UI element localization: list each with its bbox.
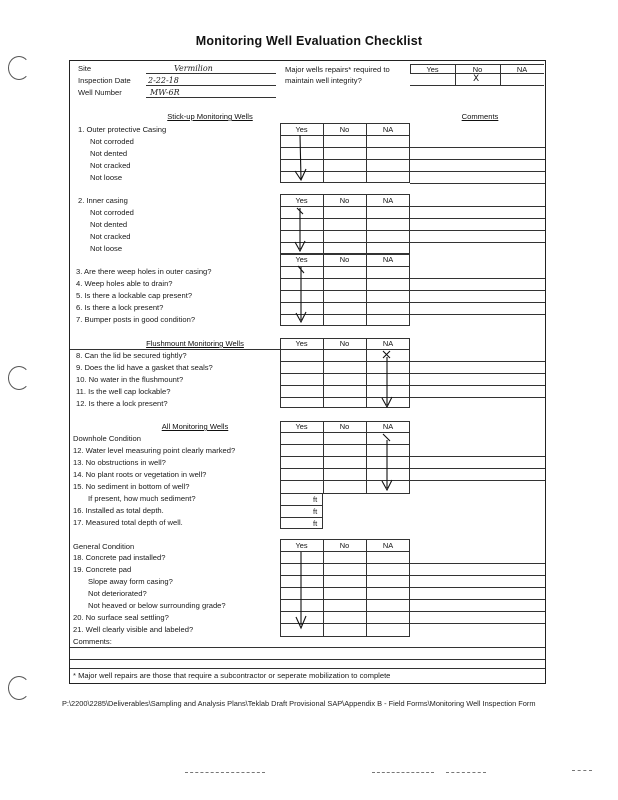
checklist-item: Not loose xyxy=(90,173,123,182)
repairs-yes: Yes xyxy=(426,65,439,74)
checklist-item: 9. Does the lid have a gasket that seals? xyxy=(76,363,213,372)
check-arrow-mark xyxy=(292,549,310,631)
yes-header: Yes xyxy=(295,422,308,431)
na-header: NA xyxy=(382,125,394,134)
well-number-value: MW-6R xyxy=(150,88,180,97)
repairs-na: NA xyxy=(516,65,528,74)
checklist-item: 19. Concrete pad xyxy=(73,565,132,574)
na-header: NA xyxy=(382,196,394,205)
punch-hole xyxy=(8,366,30,390)
checklist-item: 6. Is there a lock present? xyxy=(76,303,164,312)
site-label: Site xyxy=(78,64,92,73)
no-header: No xyxy=(339,255,350,264)
inspection-date-label: Inspection Date xyxy=(78,76,131,85)
checklist-item: 4. Weep holes able to drain? xyxy=(76,279,173,288)
check-arrow-mark xyxy=(378,348,396,410)
checklist-item: 15. No sediment in bottom of well? xyxy=(73,482,190,491)
repairs-answer-mark: X xyxy=(473,74,480,84)
comments-heading: Comments xyxy=(461,112,499,121)
checklist-item: 11. Is the well cap lockable? xyxy=(76,387,171,396)
inner-casing-label: 2. Inner casing xyxy=(78,196,128,205)
checklist-item: Not loose xyxy=(90,244,123,253)
na-header: NA xyxy=(382,422,394,431)
check-arrow-mark xyxy=(292,133,308,183)
checklist-item: 5. Is there a lockable cap present? xyxy=(76,291,193,300)
checklist-item: 10. No water in the flushmount? xyxy=(76,375,184,384)
checklist-item: 8. Can the lid be secured tightly? xyxy=(76,351,187,360)
no-header: No xyxy=(339,541,350,550)
checklist-item: Not corroded xyxy=(90,208,134,217)
check-arrow-mark xyxy=(292,263,310,325)
well-number-label: Well Number xyxy=(78,88,122,97)
no-header: No xyxy=(339,125,350,134)
date-value: 2-22-18 xyxy=(148,76,179,85)
site-value: Vermilion xyxy=(174,64,213,73)
checklist-form xyxy=(69,60,546,684)
repairs-no: No xyxy=(472,65,483,74)
footnote: * Major well repairs are those that require a subcontractor or seperate mobilization to complete xyxy=(73,671,391,680)
checklist-item: Not deteriorated? xyxy=(88,589,147,598)
checklist-item: Not corroded xyxy=(90,137,134,146)
check-arrow-mark xyxy=(378,431,396,493)
checklist-item: 14. No plant roots or vegetation in well? xyxy=(73,470,207,479)
all-wells-heading: All Monitoring Wells xyxy=(161,422,229,431)
yes-header: Yes xyxy=(295,541,308,550)
no-header: No xyxy=(339,339,350,348)
checklist-item: Not cracked xyxy=(90,161,131,170)
checklist-item: Not heaved or below surrounding grade? xyxy=(88,601,226,610)
flushmount-heading: Flushmount Monitoring Wells xyxy=(146,339,244,348)
checklist-item: Not dented xyxy=(90,149,128,158)
no-header: No xyxy=(339,422,350,431)
general-condition-label: General Condition xyxy=(73,542,135,551)
checklist-item: 12. Is there a lock present? xyxy=(76,399,168,408)
yes-header: Yes xyxy=(295,125,308,134)
checklist-item: If present, how much sediment? xyxy=(88,494,196,503)
na-header: NA xyxy=(382,255,394,264)
unit-ft: ft xyxy=(313,519,318,528)
na-header: NA xyxy=(382,541,394,550)
downhole-condition-label: Downhole Condition xyxy=(73,434,141,443)
stickup-heading: Stick-up Monitoring Wells xyxy=(167,112,253,121)
yes-header: Yes xyxy=(295,255,308,264)
page-title: Monitoring Well Evaluation Checklist xyxy=(195,34,423,48)
no-header: No xyxy=(339,196,350,205)
outer-casing-label: 1. Outer protective Casing xyxy=(78,125,167,134)
checklist-item: Slope away form casing? xyxy=(88,577,173,586)
na-header: NA xyxy=(382,339,394,348)
yes-header: Yes xyxy=(295,339,308,348)
comments-label: Comments: xyxy=(73,637,112,646)
checklist-item: 3. Are there weep holes in outer casing? xyxy=(76,267,212,276)
yes-header: Yes xyxy=(295,196,308,205)
checklist-item: 20. No surface seal settling? xyxy=(73,613,169,622)
repairs-question: Major wells repairs* required to maintain well integrity? xyxy=(285,65,390,85)
unit-ft: ft xyxy=(313,495,318,504)
checklist-item: 17. Measured total depth of well. xyxy=(73,518,183,527)
checklist-item: 18. Concrete pad installed? xyxy=(73,553,166,562)
checklist-item: Not cracked xyxy=(90,232,131,241)
check-arrow-mark xyxy=(292,204,308,254)
checklist-item: 16. Installed as total depth. xyxy=(73,506,164,515)
punch-hole xyxy=(8,676,30,700)
checklist-item: 12. Water level measuring point clearly marked? xyxy=(73,446,236,455)
unit-ft: ft xyxy=(313,507,318,516)
checklist-item: 21. Well clearly visible and labeled? xyxy=(73,625,194,634)
checklist-item: 7. Bumper posts in good condition? xyxy=(76,315,196,324)
checklist-item: 13. No obstructions in well? xyxy=(73,458,166,467)
punch-hole xyxy=(8,56,30,80)
file-path: P:\2200\2285\Deliverables\Sampling and Analysis Plans\Teklab Draft Provisional SAP\Appendix B - Field Forms\Monitoring Well Inspection Form xyxy=(62,699,536,708)
checklist-item: Not dented xyxy=(90,220,128,229)
